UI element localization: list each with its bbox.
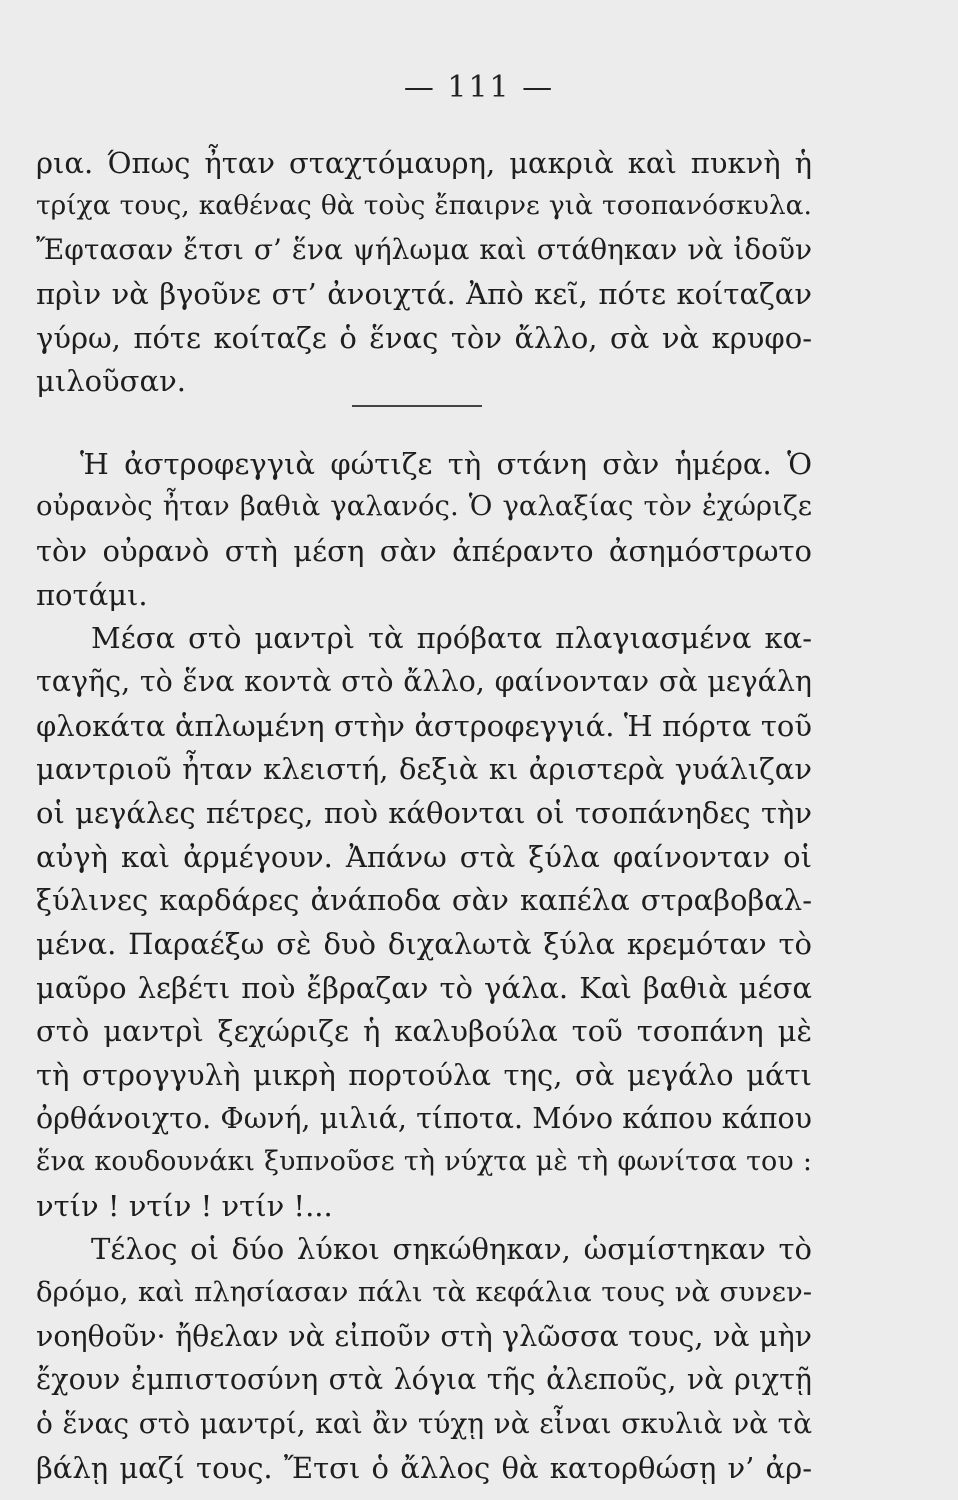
page-number: — 111 — xyxy=(403,70,555,105)
text-line: δρόμο, καὶ πλησίασαν πάλι τὰ κεφάλια τους νὰ συνεν- xyxy=(36,1276,812,1308)
text-line: μαντριοῦ ἦταν κλειστή, δεξιὰ κι ἀριστερὰ γυάλιζαν xyxy=(36,752,812,786)
text-line: οὐρανὸς ἦταν βαθιὰ γαλανός. Ὁ γαλαξίας τὸν ἐχώριζε xyxy=(36,490,812,522)
text-line: Μέσα στὸ μαντρὶ τὰ πρόβατα πλαγιασμένα κα- xyxy=(91,621,812,655)
text-line: αὐγὴ καὶ ἀρμέγουν. Ἀπάνω στὰ ξύλα φαίνονταν οἱ xyxy=(36,840,812,874)
text-line: στὸ μαντρὶ ξεχώριζε ἡ καλυβούλα τοῦ τσοπάνη μὲ xyxy=(36,1014,812,1048)
text-line: ποτάμι. xyxy=(36,578,148,612)
section-divider xyxy=(352,405,482,407)
text-line: πρὶν νὰ βγοῦνε στ’ ἀνοιχτά. Ἀπὸ κεῖ, πότε κοίταζαν xyxy=(36,277,812,311)
text-line: τρίχα τους, καθένας θὰ τοὺς ἔπαιρνε γιὰ τσοπανόσκυλα. xyxy=(36,190,812,221)
text-line: ξύλινες καρδάρες ἀνάποδα σὰν καπέλα στραβοβαλ- xyxy=(36,883,812,917)
text-line: ἔχουν ἐμπιστοσύνη στὰ λόγια τῆς ἀλεποῦς, νὰ ριχτῇ xyxy=(36,1363,812,1396)
text-line: τὴ στρογγυλὴ μικρὴ πορτούλα της, σὰ μεγάλο μάτι xyxy=(36,1058,812,1092)
text-line: γύρω, πότε κοίταζε ὁ ἕνας τὸν ἄλλο, σὰ νὰ κρυφο- xyxy=(36,321,812,355)
text-line: φλοκάτα ἁπλωμένη στὴν ἀστροφεγγιά. Ἡ πόρτα τοῦ xyxy=(36,709,812,743)
text-line: Ἡ ἀστροφεγγιὰ φώτιζε τὴ στάνη σὰν ἡμέρα. Ὁ xyxy=(80,447,812,481)
text-line: μαῦρο λεβέτι ποὺ ἔβραζαν τὸ γάλα. Καὶ βαθιὰ μέσα xyxy=(36,971,812,1005)
text-line: βάλῃ μαζί τους. Ἔτσι ὁ ἄλλος θὰ κατορθώσῃ ν’ ἀρ- xyxy=(36,1451,812,1485)
text-line: μιλοῦσαν. xyxy=(36,364,186,398)
text-line: ἕνα κουδουνάκι ξυπνοῦσε τὴ νύχτα μὲ τὴ φωνίτσα του : xyxy=(36,1146,812,1177)
text-line: ταγῆς, τὸ ἕνα κοντὰ στὸ ἄλλο, φαίνονταν σὰ μεγάλη xyxy=(36,665,812,698)
text-line: Ἔφτασαν ἔτσι σ’ ἕνα ψήλωμα καὶ στάθηκαν νὰ ἰδοῦν xyxy=(36,233,812,266)
text-line: ντίν ! ντίν ! ντίν !... xyxy=(36,1189,333,1223)
text-line: μένα. Παραέξω σὲ δυὸ διχαλωτὰ ξύλα κρεμόταν τὸ xyxy=(36,927,812,961)
text-line: ὀρθάνοιχτο. Φωνή, μιλιά, τίποτα. Μόνο κάπου κάπου xyxy=(36,1102,812,1135)
text-line: Τέλος οἱ δύο λύκοι σηκώθηκαν, ὡσμίστηκαν τὸ xyxy=(91,1232,812,1266)
text-line: οἱ μεγάλες πέτρες, ποὺ κάθονται οἱ τσοπάνηδες τὴν xyxy=(36,796,812,830)
text-line: τὸν οὐρανὸ στὴ μέση σὰν ἀπέραντο ἀσημόστρωτο xyxy=(36,534,812,568)
text-line: ρια. Όπως ἦταν σταχτόμαυρη, μακριὰ καὶ πυκνὴ ἡ xyxy=(36,146,812,180)
text-line: ὁ ἕνας στὸ μαντρί, καὶ ἂν τύχῃ νὰ εἶναι σκυλιὰ νὰ τὰ xyxy=(36,1407,812,1440)
text-line: νοηθοῦν· ἤθελαν νὰ εἰποῦν στὴ γλῶσσα τους, νὰ μὴν xyxy=(36,1320,812,1353)
